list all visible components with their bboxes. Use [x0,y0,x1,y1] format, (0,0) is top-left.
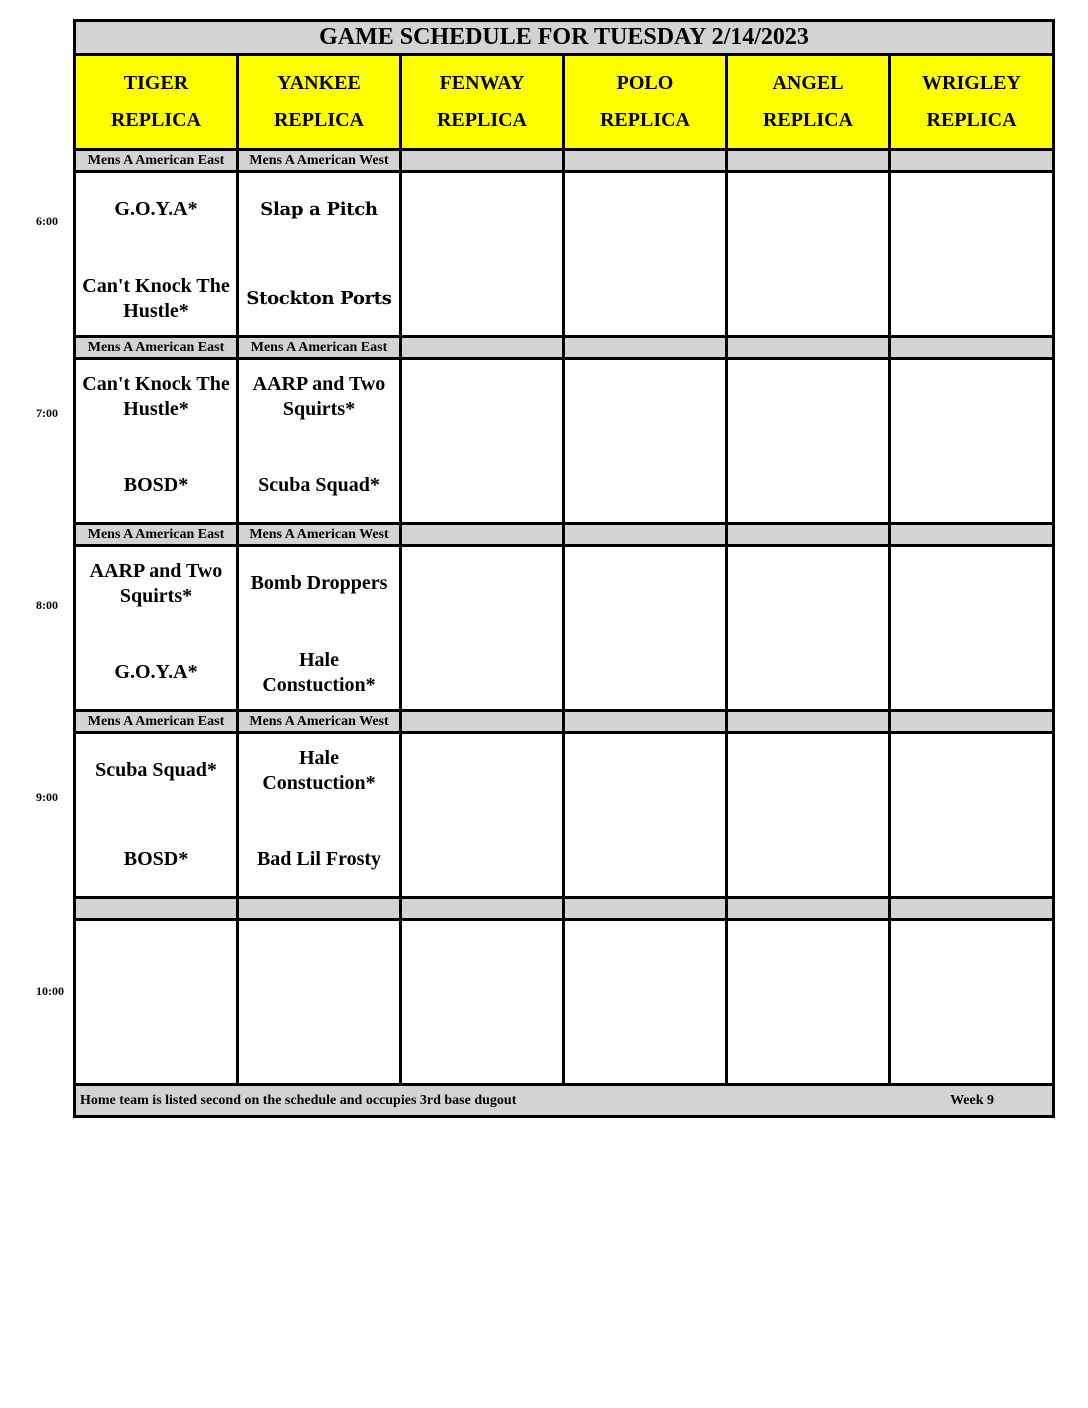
game-cell [238,359,401,524]
game-cell [75,359,238,524]
game-cell [890,920,1054,1085]
division-label [401,711,564,733]
division-label: Mens A American West [238,150,401,172]
away-team [891,173,1052,254]
away-team [891,360,1052,441]
game-cell [238,546,401,711]
home-team: BOSD* [123,848,189,870]
division-label [890,524,1054,546]
game-cell [401,546,564,711]
home-team: G.O.Y.A* [114,661,198,683]
game-cell [564,733,727,898]
venue-header [564,55,727,150]
game-cell [727,172,890,337]
away-team [565,921,725,1002]
division-label [564,337,727,359]
time-label: 8:00 [36,598,58,612]
game-cell [727,546,890,711]
division-label [75,898,238,920]
venue-sub: REPLICA [273,109,364,131]
home-team [565,1002,725,1083]
division-label [890,337,1054,359]
home-team [565,254,725,335]
home-team [402,441,562,522]
home-team [239,1002,399,1083]
home-team [891,254,1052,335]
away-team [565,173,725,254]
away-team [402,921,562,1002]
venue-sub: REPLICA [110,109,201,131]
division-label [727,337,890,359]
division-label [401,524,564,546]
game-cell [75,172,238,337]
game-cell [727,359,890,524]
division-label [564,898,727,920]
game-cell [890,359,1054,524]
game-row [75,172,1054,337]
home-team [891,628,1052,709]
away-team [565,734,725,815]
away-team [402,734,562,815]
game-cell [890,733,1054,898]
game-cell [238,733,401,898]
time-label: 7:00 [36,406,58,420]
home-team [76,1002,236,1083]
game-cell [564,172,727,337]
away-team: Can't Knock The Hustle* [82,372,230,420]
venue-sub: REPLICA [762,109,853,131]
home-team [565,441,725,522]
home-team [891,815,1052,896]
venue-sub: REPLICA [436,109,527,131]
away-team [891,547,1052,628]
division-row [75,337,1054,359]
game-row [75,733,1054,898]
division-label [238,898,401,920]
venue-name: POLO [616,72,674,94]
division-label [727,711,890,733]
away-team: AARP and Two Squirts* [252,372,386,420]
game-row [75,359,1054,524]
game-cell [564,920,727,1085]
venue-name: YANKEE [277,72,361,94]
game-cell [75,920,238,1085]
home-team [565,815,725,896]
division-label: Mens A American West [238,711,401,733]
away-team: Scuba Squad* [95,759,217,781]
game-cell [890,546,1054,711]
game-cell [238,920,401,1085]
home-team [402,815,562,896]
venue-name: FENWAY [439,72,525,94]
game-cell [75,733,238,898]
away-team [728,547,888,628]
away-team [728,921,888,1002]
page-title: GAME SCHEDULE FOR TUESDAY 2/14/2023 [75,21,1054,55]
division-label [727,898,890,920]
game-cell [401,359,564,524]
venue-header [238,55,401,150]
schedule-table [73,19,1055,1118]
venue-header [890,55,1054,150]
division-label [401,898,564,920]
game-cell [75,546,238,711]
venue-name: TIGER [123,72,189,94]
home-team [728,254,888,335]
division-label: Mens A American East [75,337,238,359]
venue-sub: REPLICA [926,109,1017,131]
away-team [76,921,236,1002]
away-team: G.O.Y.A* [114,198,198,220]
home-team [891,441,1052,522]
home-team: Scuba Squad* [258,474,380,496]
division-label [727,524,890,546]
home-team [728,441,888,522]
home-team [402,1002,562,1083]
game-cell [401,920,564,1085]
home-team: Can't Knock The Hustle* [82,274,230,322]
game-cell [564,359,727,524]
home-team [728,628,888,709]
game-cell [727,920,890,1085]
game-row [75,920,1054,1085]
footer-row [75,1085,1054,1117]
time-label: 9:00 [36,790,58,804]
division-label: Mens A American East [238,337,401,359]
venue-header-row [75,55,1054,150]
division-label [890,150,1054,172]
division-label: Mens A American West [238,524,401,546]
away-team [891,921,1052,1002]
home-team: Bad Lil Frosty [256,848,382,870]
home-team [728,815,888,896]
division-label [890,898,1054,920]
game-cell [890,172,1054,337]
away-team [565,547,725,628]
home-team: Stockton Ports [246,288,392,309]
away-team [565,360,725,441]
away-team: Slap a Pitch [260,199,378,220]
game-cell [238,172,401,337]
division-row [75,898,1054,920]
division-label: Mens A American East [75,711,238,733]
away-team [402,360,562,441]
division-row [75,150,1054,172]
home-team: Hale Constuction* [262,648,376,696]
home-team [891,1002,1052,1083]
footer-cell [75,1085,1054,1117]
home-team [565,628,725,709]
division-label [727,150,890,172]
away-team [728,734,888,815]
away-team [728,173,888,254]
division-label [564,150,727,172]
venue-sub: REPLICA [599,109,690,131]
venue-header [75,55,238,150]
venue-name: ANGEL [772,72,844,94]
away-team: Bomb Droppers [250,572,388,594]
division-label [401,150,564,172]
division-label: Mens A American East [75,524,238,546]
footer-note: Home team is listed second on the schedule and occupies 3rd base dugout [80,1092,517,1108]
home-team [728,1002,888,1083]
away-team: AARP and Two Squirts* [89,559,223,607]
title-row [75,21,1054,55]
time-label: 10:00 [36,984,64,998]
division-label [564,524,727,546]
home-team: BOSD* [123,474,189,496]
venue-header [401,55,564,150]
division-row [75,711,1054,733]
week-label: Week 9 [950,1092,995,1108]
game-cell [727,733,890,898]
division-label: Mens A American East [75,150,238,172]
away-team [402,173,562,254]
game-row [75,546,1054,711]
away-team: Hale Constuction* [262,746,376,794]
home-team [402,254,562,335]
division-label [564,711,727,733]
home-team [402,628,562,709]
venue-name: WRIGLEY [922,72,1021,94]
away-team [402,547,562,628]
away-team [728,360,888,441]
game-cell [401,172,564,337]
time-label: 6:00 [36,214,58,228]
division-label [401,337,564,359]
away-team [239,921,399,1002]
game-cell [564,546,727,711]
away-team [891,734,1052,815]
division-label [890,711,1054,733]
division-row [75,524,1054,546]
game-cell [401,733,564,898]
venue-header [727,55,890,150]
